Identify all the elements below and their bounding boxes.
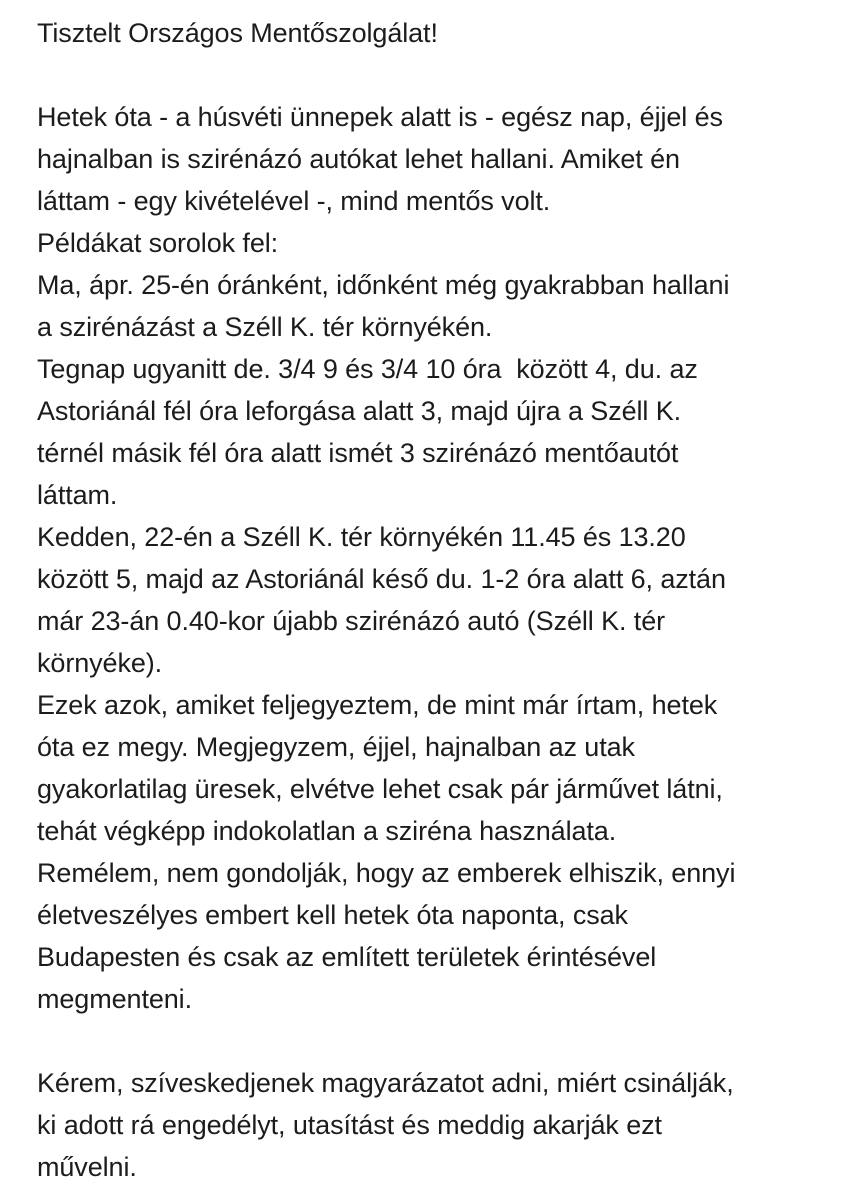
salutation: Tisztelt Országos Mentőszolgálat!: [37, 18, 438, 48]
body-line: Kedden, 22-én a Széll K. tér környékén 11.45 és 13.20: [37, 522, 686, 552]
closing-line: Kérem, szíveskedjenek magyarázatot adni, miért csinálják,: [37, 1068, 734, 1098]
body-line: térnél másik fél óra alatt ismét 3 szirénázó mentőautót: [37, 438, 679, 468]
body-line: gyakorlatilag üresek, elvétve lehet csak pár járművet látni,: [37, 774, 723, 804]
body-line: Remélem, nem gondolják, hogy az emberek elhiszik, ennyi: [37, 858, 736, 888]
closing-line: művelni.: [37, 1152, 137, 1182]
body-line: Budapesten és csak az említett területek érintésével: [37, 942, 657, 972]
body-line: hajnalban is szirénázó autókat lehet hallani. Amiket én: [37, 144, 680, 174]
body-line: Példákat sorolok fel:: [37, 228, 279, 258]
body-line: Ezek azok, amiket feljegyeztem, de mint már írtam, hetek: [37, 690, 718, 720]
paragraph-spacer: [37, 1020, 837, 1062]
body-line: tehát végképp indokolatlan a sziréna használata.: [37, 816, 617, 846]
body-line: láttam - egy kivételével -, mind mentős volt.: [37, 186, 551, 216]
body-line: megmenteni.: [37, 984, 192, 1014]
body-line: Astoriánál fél óra leforgása alatt 3, majd újra a Széll K.: [37, 396, 682, 426]
body-line: életveszélyes embert kell hetek óta naponta, csak: [37, 900, 628, 930]
letter-document: [37, 12, 837, 1188]
body-line: már 23-án 0.40-kor újabb szirénázó autó (Széll K. tér: [37, 606, 666, 636]
body-line: Tegnap ugyanitt de. 3/4 9 és 3/4 10 óra között 4, du. az: [37, 354, 698, 384]
closing-line: ki adott rá engedélyt, utasítást és meddig akarják ezt: [37, 1110, 662, 1140]
body-line: a szirénázást a Széll K. tér környékén.: [37, 312, 493, 342]
body-line: környéke).: [37, 648, 163, 678]
body-line: Hetek óta - a húsvéti ünnepek alatt is - egész nap, éjjel és: [37, 102, 723, 132]
letter-closing: [37, 1062, 837, 1188]
body-line: óta ez megy. Megjegyzem, éjjel, hajnalban az utak: [37, 732, 635, 762]
body-line: között 5, majd az Astoriánál késő du. 1-2 óra alatt 6, aztán: [37, 564, 726, 594]
body-line: láttam.: [37, 480, 118, 510]
letter-body: [37, 96, 837, 1020]
body-line: Ma, ápr. 25-én óránként, időnként még gyakrabban hallani: [37, 270, 730, 300]
paragraph-spacer: [37, 54, 837, 96]
